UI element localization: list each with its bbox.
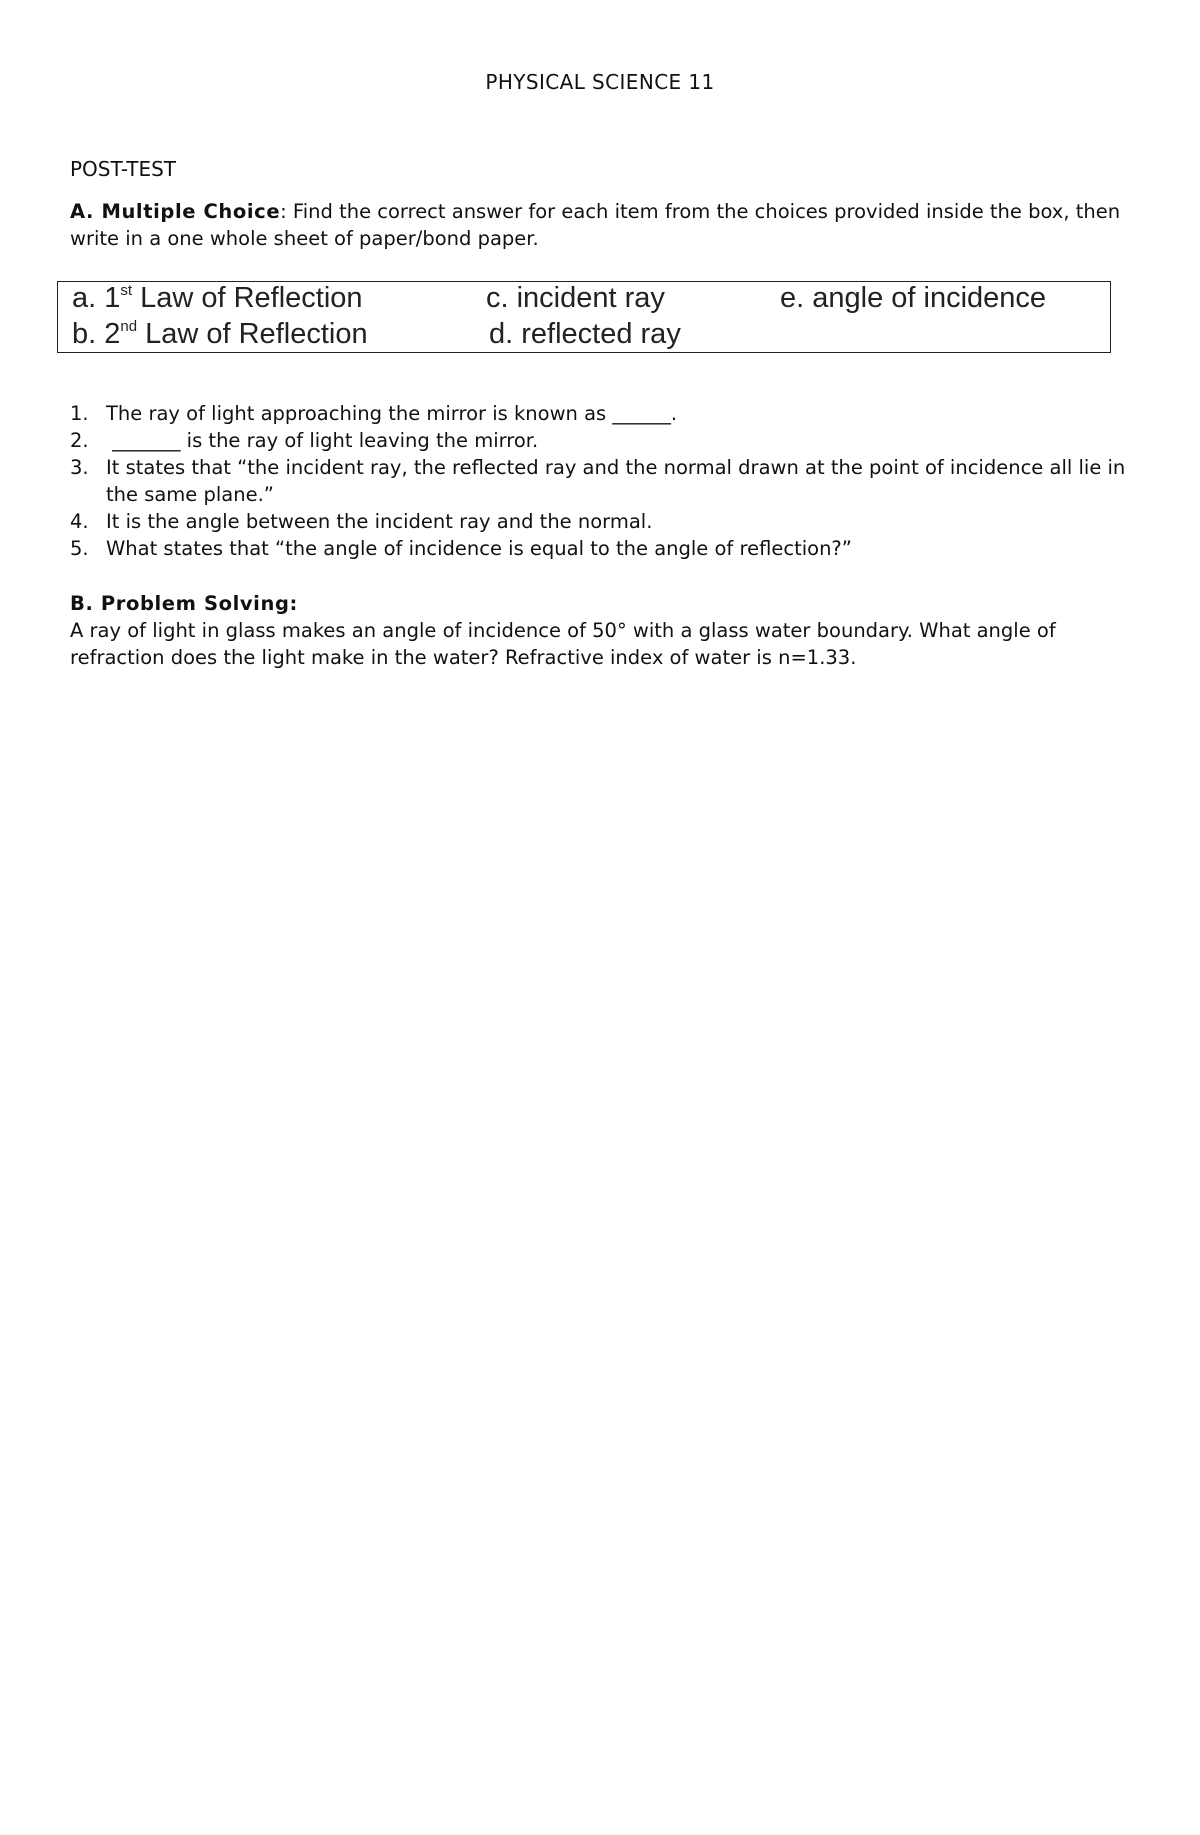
choice-d: d. reflected ray (489, 318, 681, 350)
choices-box (57, 281, 1111, 353)
document-title: PHYSICAL SCIENCE 11 (485, 70, 715, 94)
part-a-instruction-text: : Find the correct answer for each item from the choices provided inside the box, then write in a one whole sheet of paper/bond paper. (70, 200, 1121, 250)
choice-a-suffix: Law of Reflection (132, 282, 363, 314)
question-number: 4. (70, 510, 89, 533)
part-a-heading: A. Multiple Choice (70, 200, 281, 223)
choice-a (72, 282, 363, 315)
choice-b-prefix: b. 2 (72, 318, 121, 350)
part-b-heading: B. Problem Solving: (70, 592, 298, 615)
choice-a-prefix: a. 1 (72, 282, 121, 314)
choice-c: c. incident ray (486, 282, 665, 314)
question-item (70, 400, 1130, 427)
part-a-instructions (70, 198, 1130, 252)
question-text: It states that “the incident ray, the reflected ray and the normal drawn at the point of incidence all lie in the same plane.” (106, 456, 1126, 506)
question-text: The ray of light approaching the mirror is known as ______. (106, 402, 678, 425)
choice-e: e. angle of incidence (780, 282, 1047, 314)
question-item (70, 427, 1130, 454)
question-item (70, 508, 1130, 535)
part-b-problem: A ray of light in glass makes an angle of incidence of 50° with a glass water boundary. What angle of refraction does the light make in the water? Refractive index of water is n=1.33. (70, 619, 1056, 669)
choice-b-sup: nd (120, 318, 138, 335)
question-text: It is the angle between the incident ray and the normal. (106, 510, 653, 533)
question-text: What states that “the angle of incidence is equal to the angle of reflection?” (106, 537, 852, 560)
choice-b-suffix: Law of Reflection (137, 318, 368, 350)
choice-a-sup: st (120, 282, 133, 299)
question-number: 2. (70, 429, 89, 452)
test-label: POST-TEST (70, 157, 177, 181)
question-item (70, 454, 1130, 508)
question-text: _______ is the ray of light leaving the mirror. (106, 429, 539, 452)
part-b-section (70, 590, 1130, 671)
question-number: 5. (70, 537, 89, 560)
question-number: 3. (70, 456, 89, 479)
choice-b (72, 318, 368, 351)
question-number: 1. (70, 402, 89, 425)
question-list (70, 400, 1130, 562)
question-item (70, 535, 1130, 562)
